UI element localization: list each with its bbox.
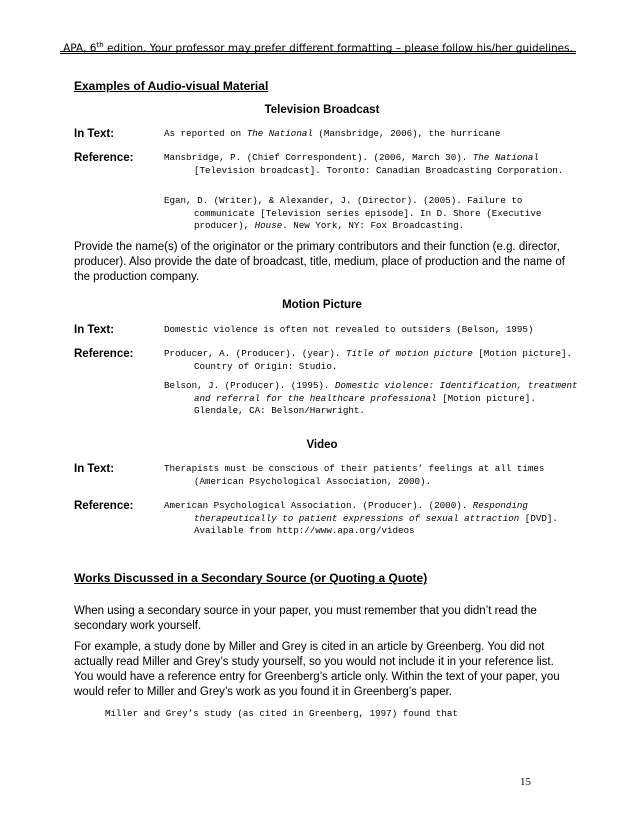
secondary-paragraph-2: For example, a study done by Miller and Grey is cited in an article by Greenberg. You did not actually read Miller and Grey’s study yourself, so you would not include it in your reference list. You would have a reference entry for Greenberg’s article only. Within the text of your paper, you would refer to Miller and Grey’s work as you found it in Greenberg’s paper. xyxy=(74,641,560,698)
section-title-secondary-source: Works Discussed in a Secondary Source (or Quoting a Quote) xyxy=(74,571,428,585)
video-in-text-example: Therapists must be conscious of their patients’ feelings at all times (American Psychological Association, 2000). xyxy=(164,463,545,487)
section-title-audiovisual: Examples of Audio-visual Material xyxy=(74,79,269,93)
tv-reference-label: Reference: xyxy=(74,152,134,164)
video-reference-label: Reference: xyxy=(74,500,134,512)
subtitle-motion-picture: Motion Picture xyxy=(282,299,362,311)
motion-reference-2: Belson, J. (Producer). (1995). Domestic violence: Identification, treatment and referral for the healthcare professional [Motion picture]. Glendale, CA: Belson/Harwright. xyxy=(164,380,578,416)
header-suffix: edition. Your professor may prefer different formatting – please follow his/her guidelines. xyxy=(103,42,573,55)
tv-reference-2: Egan, D. (Writer), & Alexander, J. (Director). (2005). Failure to communicate [Television series episode]. In D. Shore (Executive producer), House. New York, NY: Fox Broadcasting. xyxy=(164,195,542,231)
tv-in-text-label: In Text: xyxy=(74,128,115,140)
tv-reference-1: Mansbridge, P. (Chief Correspondent). (2006, March 30). The National [Television broadcast]. Toronto: Canadian Broadcasting Corporation. xyxy=(164,152,564,176)
secondary-example-citation: Miller and Grey’s study (as cited in Greenberg, 1997) found that xyxy=(105,708,458,719)
motion-reference-label: Reference: xyxy=(74,348,134,360)
video-in-text-label: In Text: xyxy=(74,463,115,475)
header-sup: th xyxy=(96,41,104,49)
tv-in-text-example: As reported on The National (Mansbridge, 2006), the hurricane xyxy=(164,128,501,139)
subtitle-video: Video xyxy=(306,439,338,451)
motion-in-text-label: In Text: xyxy=(74,324,115,336)
motion-reference-1: Producer, A. (Producer). (year). Title of motion picture [Motion picture]. Country of Origin: Studio. xyxy=(164,348,573,372)
subtitle-television: Television Broadcast xyxy=(264,104,380,116)
secondary-paragraph-1: When using a secondary source in your paper, you must remember that you didn’t read the secondary work yourself. xyxy=(74,605,537,632)
page-header xyxy=(60,30,576,54)
header-prefix: APA, 6 xyxy=(63,42,97,55)
video-reference-1: American Psychological Association. (Producer). (2000). Responding therapeutically to patient expressions of sexual attraction [DVD]. Available from http://www.apa.org/videos xyxy=(164,500,558,536)
motion-in-text-example: Domestic violence is often not revealed to outsiders (Belson, 1995) xyxy=(164,324,534,335)
tv-note-paragraph: Provide the name(s) of the originator or the primary contributors and their function (e.g. director, producer). Also provide the date of broadcast, title, medium, place of production and the name of the production company. xyxy=(74,241,565,283)
page-number: 15 xyxy=(520,776,531,788)
